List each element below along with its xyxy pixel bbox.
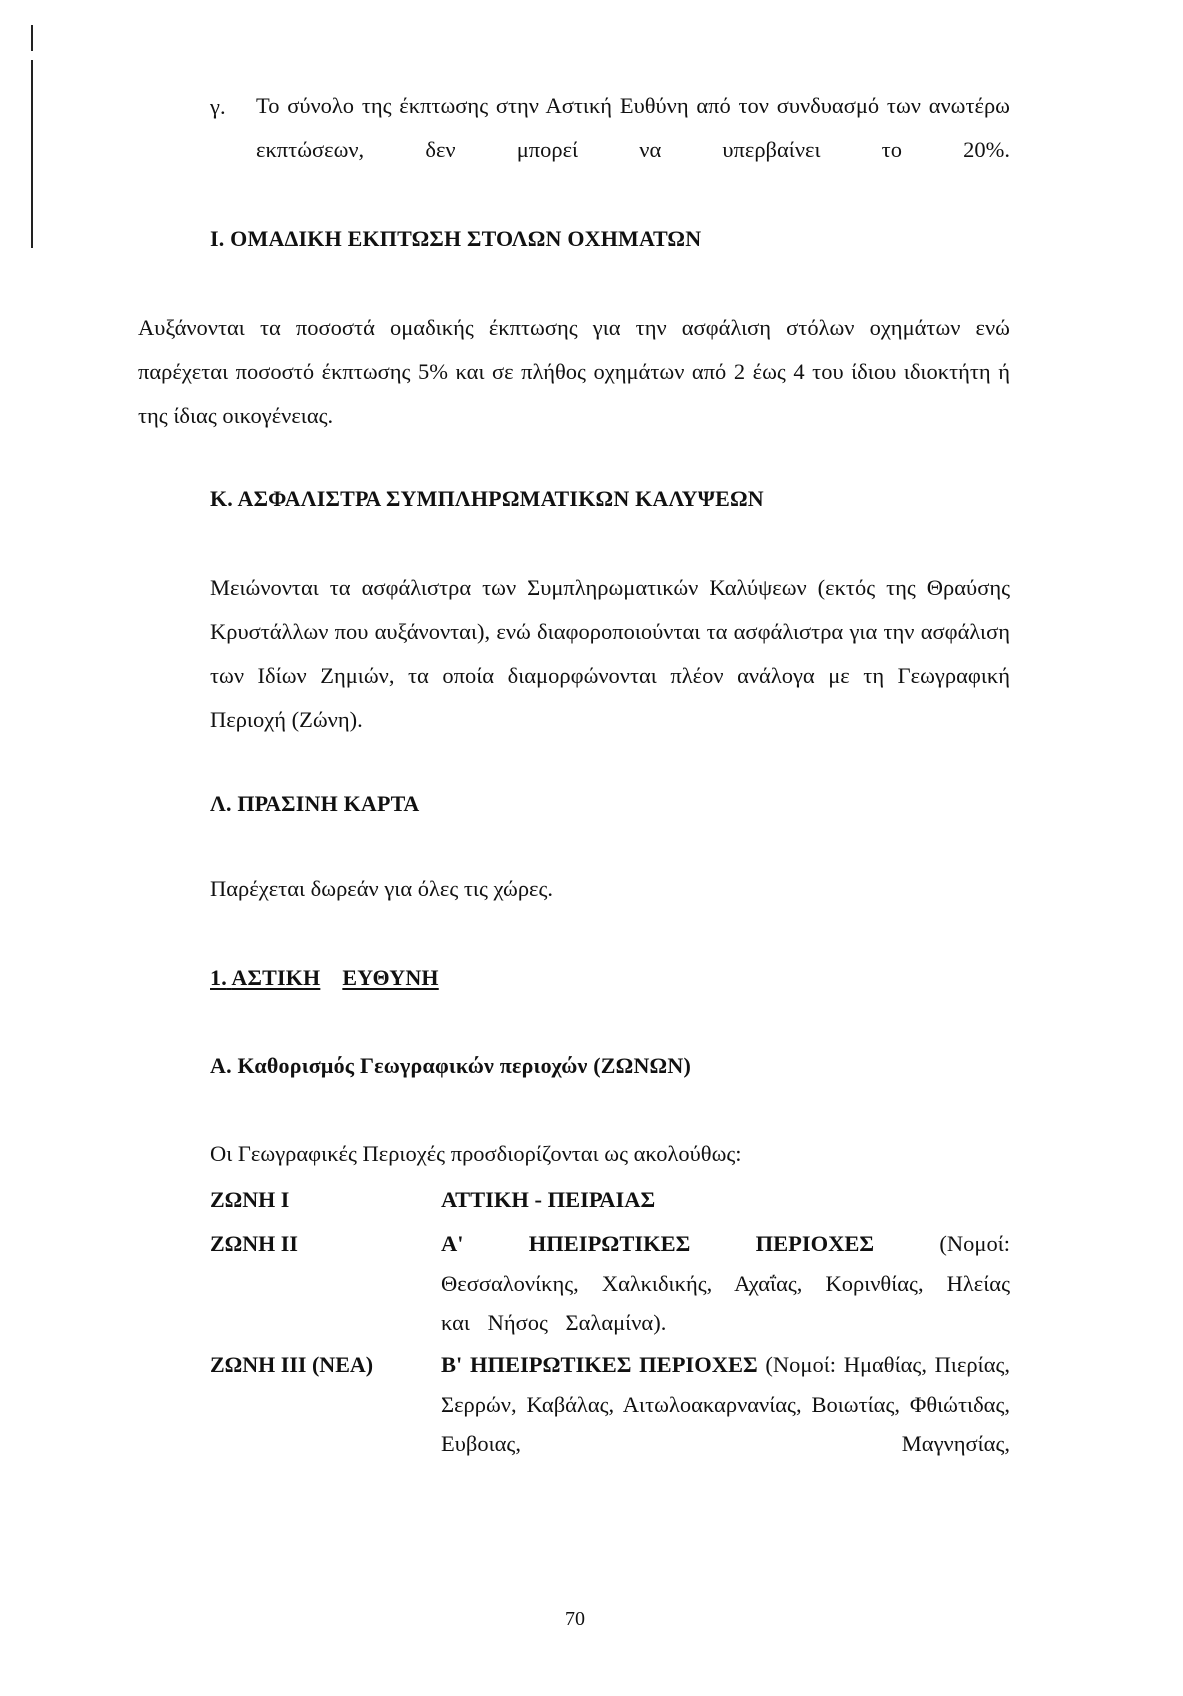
zone-1-text (441, 1180, 1010, 1220)
zone-2-title: Α' ΗΠΕΙΡΩΤΙΚΕΣ ΠΕΡΙΟΧΕΣ (441, 1231, 875, 1256)
zone-3-label: ΖΩΝΗ ΙΙΙ (ΝΕΑ) (210, 1352, 374, 1377)
zone-2-label: ΖΩΝΗ ΙΙ (210, 1231, 298, 1256)
liability-heading (210, 965, 439, 991)
section-k-body: Μειώνονται τα ασφάλιστρα των Συμπληρωματικών Καλύψεων (εκτός της Θραύσης Κρυστάλλων που αυξάνονται), ενώ διαφοροποιούνται τα ασφάλιστρα για την ασφάλιση των Ιδίων Ζημιών, τα οποία διαμορφώνονται πλέον ανάλογα με τη Γεωγραφική Περιοχή (Ζώνη). (210, 575, 1010, 732)
liability-word2: ΕΥΘΥΝΗ (342, 965, 439, 990)
section-k-text (210, 566, 1010, 742)
zone-3-detail: (Νομοί: Ημαθίας, Πιερίας, Σερρών, Καβάλας, Αιτωλοακαρνανίας, Βοιωτίας, Φθιώτιδας, Ευβοιας, Μαγνησίας, (441, 1352, 1011, 1456)
margin-line (31, 60, 33, 248)
section-g-body: Το σύνολο της έκπτωσης στην Αστική Ευθύνη από τον συνδυασμό των ανωτέρω εκπτώσεων, δεν μπορεί να υπερβαίνει το 20%. (256, 93, 1010, 162)
section-k-heading: Κ. ΑΣΦΑΛΙΣΤΡΑ ΣΥΜΠΛΗΡΩΜΑΤΙΚΩΝ ΚΑΛΥΨΕΩΝ (210, 486, 764, 511)
page-number: 70 (565, 1608, 585, 1630)
zones-heading: Α. Καθορισμός Γεωγραφικών περιοχών (ΖΩΝΩΝ) (210, 1053, 691, 1078)
section-g-text (256, 84, 1010, 172)
zone-2-detail: (Νομοί: Θεσσαλονίκης, Χαλκιδικής, Αχαΐας, Κορινθίας, Ηλείας και Νήσος Σαλαμίνα). (441, 1231, 1010, 1335)
section-l-heading: Λ. ΠΡΑΣΙΝΗ ΚΑΡΤΑ (210, 791, 420, 816)
zones-intro: Οι Γεωγραφικές Περιοχές προσδιορίζονται ως ακολούθως: (210, 1141, 742, 1166)
section-g-marker: γ. (210, 94, 226, 119)
margin-line (31, 25, 33, 51)
liability-number: 1. (210, 965, 227, 990)
zone-3-title: Β' ΗΠΕΙΡΩΤΙΚΕΣ ΠΕΡΙΟΧΕΣ (441, 1352, 758, 1377)
zone-3-text (441, 1345, 1010, 1464)
zone-1-title: ΑΤΤΙΚΗ - ΠΕΙΡΑΙΑΣ (441, 1187, 656, 1212)
liability-word1: ΑΣΤΙΚΗ (231, 965, 321, 990)
zone-2-text (441, 1224, 1010, 1343)
zone-1-label: ΖΩΝΗ Ι (210, 1187, 290, 1212)
section-i-heading: Ι. ΟΜΑΔΙΚΗ ΕΚΠΤΩΣΗ ΣΤΟΛΩΝ ΟΧΗΜΑΤΩΝ (210, 226, 702, 251)
section-l-text: Παρέχεται δωρεάν για όλες τις χώρες. (210, 876, 554, 901)
section-i-text: Αυξάνονται τα ποσοστά ομαδικής έκπτωσης για την ασφάλιση στόλων οχημάτων ενώ παρέχεται ποσοστό έκπτωσης 5% και σε πλήθος οχημάτων από 2 έως 4 του ίδιου ιδιοκτήτη ή της ίδιας οικογένειας. (138, 315, 1010, 428)
